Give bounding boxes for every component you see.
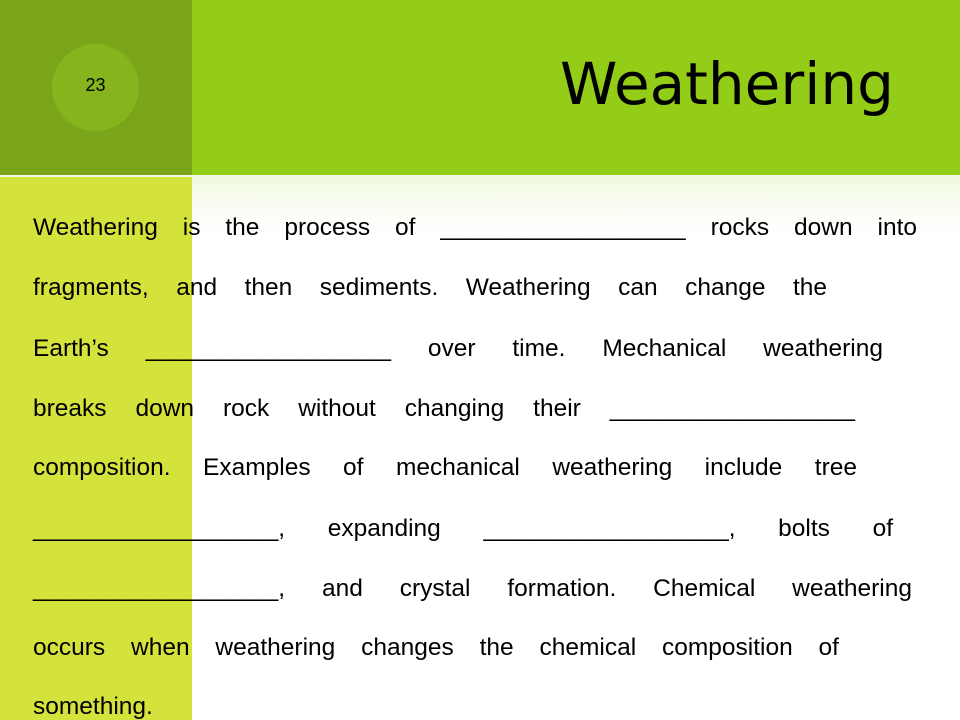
body-line: something. [33, 693, 153, 720]
slide-number: 23 [85, 75, 106, 95]
title-divider [0, 175, 960, 177]
body-line: occurs when weathering changes the chemical composition of [33, 634, 839, 661]
slide-title: Weathering [560, 50, 894, 118]
body-line: __________________, expanding __________________, bolts of [33, 515, 893, 542]
body-line: composition. Examples of mechanical weathering include tree [33, 454, 857, 481]
body-line: fragments, and then sediments. Weathering can change the [33, 274, 827, 301]
body-line: breaks down rock without changing their __________________ [33, 395, 855, 422]
body-line: Earth’s __________________ over time. Mechanical weathering [33, 335, 883, 362]
body-line: __________________, and crystal formation. Chemical weathering [33, 575, 912, 602]
body-line: Weathering is the process of __________________ rocks down into [33, 214, 917, 241]
